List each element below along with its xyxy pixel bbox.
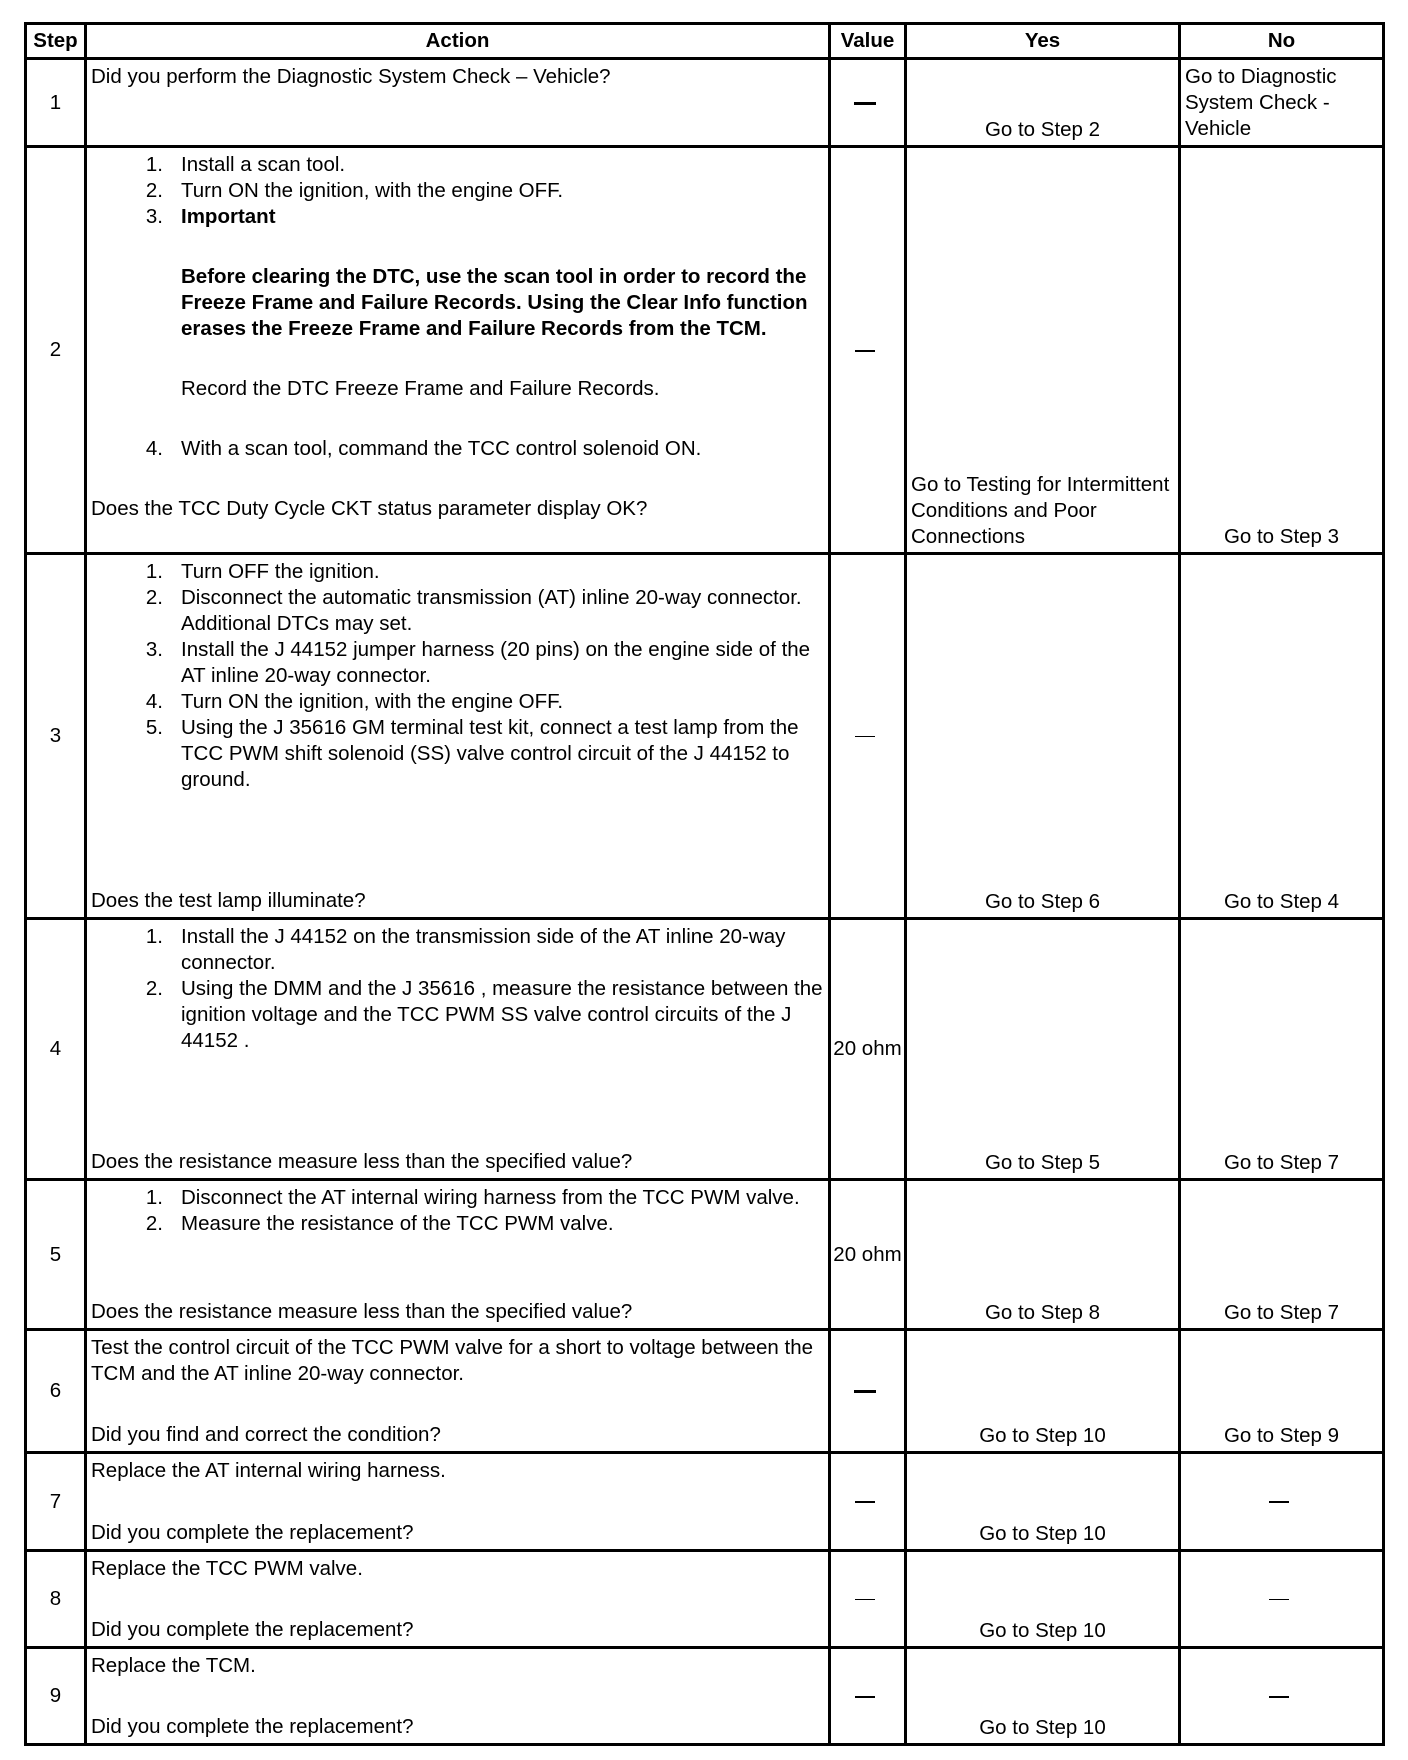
value-dash [855,1599,875,1600]
value-cell [830,554,906,919]
yes-cell[interactable]: Go to Step 5 [906,919,1180,1180]
value-dash [855,1501,875,1503]
yes-cell[interactable]: Go to Step 10 [906,1648,1180,1745]
no-cell [1180,1551,1384,1648]
no-cell[interactable]: Go to Step 7 [1180,1180,1384,1330]
step-number: 3 [26,554,86,919]
table-row [26,1453,1384,1551]
action-cell [86,1330,830,1453]
important-note: Before clearing the DTC, use the scan tool in order to record the Freeze Frame and Failure Records. Using the Clear Info function erases the Freeze Frame and Failure Records from the TCM. [181,265,808,340]
no-dash [1269,1599,1289,1600]
step-number: 6 [26,1330,86,1453]
table-row [26,1330,1384,1453]
step-number: 9 [26,1648,86,1745]
list-item: 1. Install a scan tool. [145,153,346,176]
value-dash [854,102,876,105]
step-number: 2 [26,147,86,554]
value-cell [830,1453,906,1551]
action-text: Test the control circuit of the TCC PWM valve for a short to voltage between the TCM and the AT inline 20-way connector. [91,1336,814,1385]
question-text: Does the test lamp illuminate? [91,889,366,912]
list-item: 1. Install the J 44152 on the transmission side of the AT inline 20-way connector. [145,925,786,974]
table-row [26,554,1384,919]
no-dash [1269,1501,1289,1503]
no-cell[interactable]: Go to Step 7 [1180,919,1384,1180]
value-dash [855,736,875,737]
value-dash [854,1390,876,1393]
yes-cell[interactable]: Go to Step 2 [906,59,1180,147]
table-row [26,1180,1384,1330]
action-text: Replace the TCC PWM valve. [91,1557,363,1580]
header-value: Value [830,24,906,59]
value-cell: 20 ohm [830,1180,906,1330]
header-action: Action [86,24,830,59]
yes-cell[interactable]: Go to Step 6 [906,554,1180,919]
record-note: Record the DTC Freeze Frame and Failure Records. [181,377,660,400]
list-item: 1. Disconnect the AT internal wiring harness from the TCC PWM valve. [145,1186,800,1209]
action-cell [86,1453,830,1551]
value-cell: 20 ohm [830,919,906,1180]
action-cell [86,1551,830,1648]
no-cell[interactable]: Go to Diagnostic System Check - Vehicle [1180,59,1384,147]
yes-cell[interactable]: Go to Step 8 [906,1180,1180,1330]
list-item: 4. With a scan tool, command the TCC control solenoid ON. [145,437,702,460]
step-list [91,559,824,793]
action-text: Did you perform the Diagnostic System Check – Vehicle? [91,65,611,88]
action-text: Replace the TCM. [91,1654,256,1677]
action-text: Replace the AT internal wiring harness. [91,1459,446,1482]
list-item: 2. Turn ON the ignition, with the engine OFF. [145,179,564,202]
list-item: 2. Measure the resistance of the TCC PWM valve. [145,1212,614,1235]
question-text: Did you complete the replacement? [91,1521,414,1544]
action-cell [86,147,830,554]
no-cell [1180,1453,1384,1551]
table-row [26,919,1384,1180]
step-list [91,924,824,1054]
question-text: Does the resistance measure less than the specified value? [91,1150,633,1173]
value-dash [855,350,875,352]
question-text: Does the TCC Duty Cycle CKT status parameter display OK? [91,497,648,520]
step-number: 4 [26,919,86,1180]
step-number: 7 [26,1453,86,1551]
list-item: 1. Turn OFF the ignition. [145,560,380,583]
no-cell[interactable]: Go to Step 3 [1180,147,1384,554]
step-list [91,152,824,230]
list-item: 3. Install the J 44152 jumper harness (20 pins) on the engine side of the AT inline 20-way connector. [145,638,811,687]
action-cell [86,919,830,1180]
action-cell [86,554,830,919]
value-cell [830,59,906,147]
value-cell [830,1551,906,1648]
yes-cell[interactable]: Go to Step 10 [906,1453,1180,1551]
list-item: 2. Disconnect the automatic transmission (AT) inline 20-way connector. Additional DTCs may set. [145,586,802,635]
question-text: Does the resistance measure less than the specified value? [91,1300,633,1323]
no-cell [1180,1648,1384,1745]
list-item: 3. Important [145,205,276,228]
no-cell[interactable]: Go to Step 9 [1180,1330,1384,1453]
action-cell [86,1648,830,1745]
yes-cell[interactable]: Go to Step 10 [906,1330,1180,1453]
yes-cell[interactable]: Go to Testing for Intermittent Conditions and Poor Connections [906,147,1180,554]
list-item: 5. Using the J 35616 GM terminal test kit, connect a test lamp from the TCC PWM shift solenoid (SS) valve control circuit of the J 44152 to ground. [145,716,799,791]
table-row [26,59,1384,147]
header-no: No [1180,24,1384,59]
value-cell [830,1330,906,1453]
header-yes: Yes [906,24,1180,59]
step-number: 8 [26,1551,86,1648]
action-cell [86,59,830,147]
list-item: 4. Turn ON the ignition, with the engine OFF. [145,690,564,713]
step-list [91,436,824,462]
action-cell [86,1180,830,1330]
question-text: Did you complete the replacement? [91,1618,414,1641]
step-number: 1 [26,59,86,147]
table-row [26,147,1384,554]
yes-cell[interactable]: Go to Step 10 [906,1551,1180,1648]
no-dash [1269,1696,1289,1698]
header-row [26,24,1384,59]
table-row [26,1648,1384,1745]
step-list [91,1185,824,1237]
question-text: Did you complete the replacement? [91,1715,414,1738]
table-row [26,1551,1384,1648]
header-step: Step [26,24,86,59]
diagnostic-table [24,22,1385,1746]
value-cell [830,147,906,554]
value-cell [830,1648,906,1745]
value-dash [855,1696,875,1698]
list-item: 2. Using the DMM and the J 35616 , measure the resistance between the ignition voltage and the TCC PWM SS valve control circuits of the J 44152 . [145,977,823,1052]
step-number: 5 [26,1180,86,1330]
no-cell[interactable]: Go to Step 4 [1180,554,1384,919]
question-text: Did you find and correct the condition? [91,1423,441,1446]
